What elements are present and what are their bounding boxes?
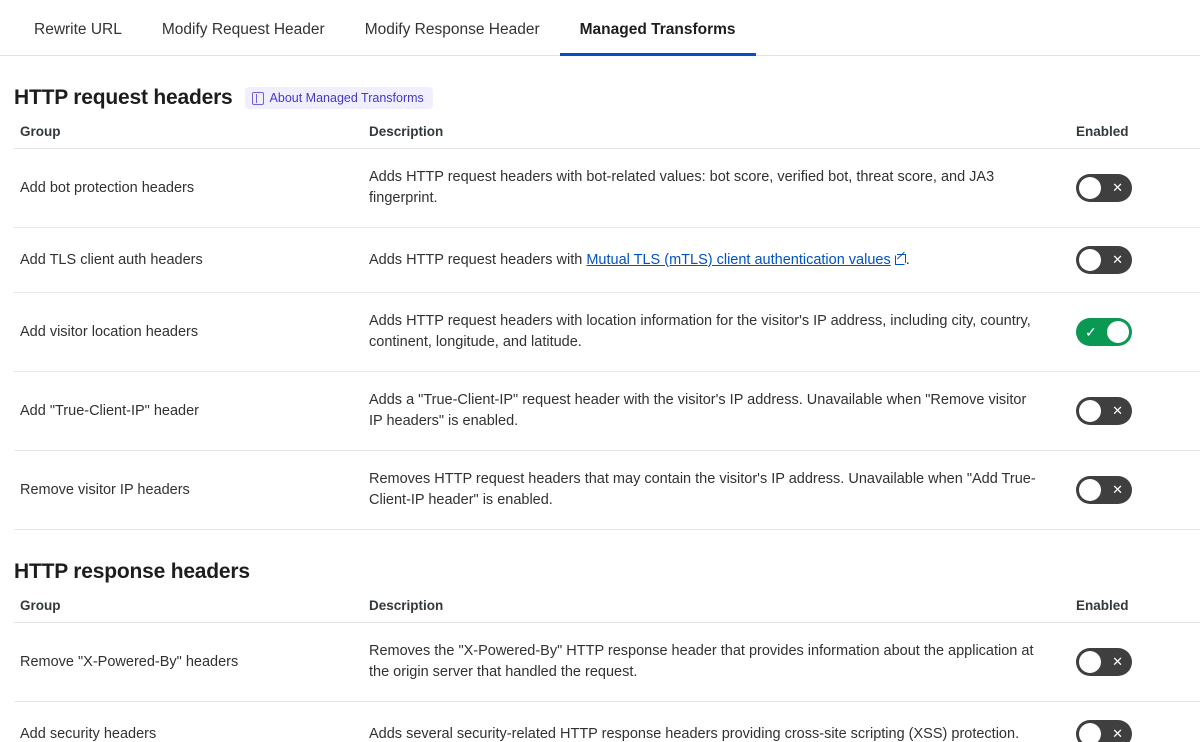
row-group-name: Add TLS client auth headers xyxy=(14,228,369,293)
row-description: Adds HTTP request headers with bot-related values: bot score, verified bot, threat score, and JA3 fingerprint. xyxy=(369,149,1074,228)
table-row xyxy=(14,293,1200,372)
row-description-suffix: . xyxy=(905,251,910,268)
toggle-add-true-client-ip-header[interactable] xyxy=(1076,397,1132,425)
http-request-headers-section xyxy=(0,86,1200,530)
page-title-response-headers: HTTP response headers xyxy=(14,560,250,584)
toggle-knob xyxy=(1079,249,1101,271)
toggle-add-security-headers[interactable] xyxy=(1076,720,1132,742)
row-description: Adds a "True-Client-IP" request header with the visitor's IP address. Unavailable when "Remove visitor IP headers" is enabled. xyxy=(369,372,1074,451)
toggle-on-icon: ✓ xyxy=(1085,324,1097,341)
table-header-row xyxy=(14,598,1200,623)
column-header-enabled: Enabled xyxy=(1074,124,1200,149)
toggle-add-visitor-location-headers[interactable] xyxy=(1076,318,1132,346)
row-enabled-cell xyxy=(1074,149,1200,228)
row-enabled-cell xyxy=(1074,228,1200,293)
mtls-docs-link[interactable]: Mutual TLS (mTLS) client authentication values xyxy=(586,251,891,268)
tab-modify-response-header[interactable]: Modify Response Header xyxy=(364,20,540,38)
toggle-off-icon: ✕ xyxy=(1112,482,1123,498)
toggle-knob xyxy=(1079,723,1101,742)
toggle-knob xyxy=(1079,479,1101,501)
row-description: Removes HTTP request headers that may contain the visitor's IP address. Unavailable when "Add True-Client-IP header" is enabled. xyxy=(369,451,1074,530)
toggle-off-icon: ✕ xyxy=(1112,403,1123,419)
table-row xyxy=(14,702,1200,742)
page-title-request-headers: HTTP request headers xyxy=(14,86,233,109)
row-description xyxy=(369,228,1074,293)
column-header-description: Description xyxy=(369,598,1074,623)
table-row xyxy=(14,149,1200,228)
toggle-knob xyxy=(1079,400,1101,422)
column-header-description: Description xyxy=(369,124,1074,149)
row-description-prefix: Adds HTTP request headers with xyxy=(369,251,587,268)
row-description: Removes the "X-Powered-By" HTTP response header that provides information about the application at the origin server that handled the request. xyxy=(369,623,1074,702)
row-group-name: Remove "X-Powered-By" headers xyxy=(14,623,369,702)
row-group-name: Remove visitor IP headers xyxy=(14,451,369,530)
table-row xyxy=(14,451,1200,530)
toggle-off-icon: ✕ xyxy=(1112,180,1123,196)
toggle-off-icon: ✕ xyxy=(1112,252,1123,268)
about-managed-transforms-chip[interactable] xyxy=(245,87,433,109)
row-group-name: Add "True-Client-IP" header xyxy=(14,372,369,451)
row-enabled-cell xyxy=(1074,451,1200,530)
table-row xyxy=(14,228,1200,293)
toggle-add-bot-protection-headers[interactable] xyxy=(1076,174,1132,202)
toggle-knob xyxy=(1079,651,1101,673)
request-section-header xyxy=(14,86,1186,110)
tab-rewrite-url[interactable]: Rewrite URL xyxy=(34,20,122,38)
toggle-knob xyxy=(1107,321,1129,343)
column-header-group: Group xyxy=(14,124,369,149)
toggle-add-tls-client-auth-headers[interactable] xyxy=(1076,246,1132,274)
tab-managed-transforms[interactable]: Managed Transforms xyxy=(560,22,756,57)
response-section-header xyxy=(14,560,1186,584)
tab-modify-request-header[interactable]: Modify Request Header xyxy=(161,20,325,38)
toggle-off-icon: ✕ xyxy=(1112,654,1123,670)
row-group-name: Add bot protection headers xyxy=(14,149,369,228)
transform-rules-tabbar xyxy=(0,0,1200,56)
toggle-off-icon: ✕ xyxy=(1112,726,1123,742)
table-row xyxy=(14,623,1200,702)
row-group-name: Add security headers xyxy=(14,702,369,742)
toggle-remove-visitor-ip-headers[interactable] xyxy=(1076,476,1132,504)
toggle-knob xyxy=(1079,177,1101,199)
column-header-group: Group xyxy=(14,598,369,623)
row-enabled-cell xyxy=(1074,372,1200,451)
table-header-row xyxy=(14,124,1200,149)
table-row xyxy=(14,372,1200,451)
http-response-headers-section xyxy=(0,560,1200,742)
column-header-enabled: Enabled xyxy=(1074,598,1200,623)
row-description: Adds several security-related HTTP response headers providing cross-site scripting (XSS) protection. xyxy=(369,702,1074,742)
row-enabled-cell xyxy=(1074,293,1200,372)
row-description: Adds HTTP request headers with location information for the visitor's IP address, including city, country, continent, longitude, and latitude. xyxy=(369,293,1074,372)
toggle-remove-x-powered-by-headers[interactable] xyxy=(1076,648,1132,676)
about-managed-transforms-label: About Managed Transforms xyxy=(269,91,424,105)
row-enabled-cell xyxy=(1074,623,1200,702)
row-enabled-cell xyxy=(1074,702,1200,742)
response-headers-table xyxy=(14,598,1200,742)
external-link-icon xyxy=(895,254,906,265)
request-headers-table xyxy=(14,124,1200,530)
row-group-name: Add visitor location headers xyxy=(14,293,369,372)
doc-icon xyxy=(252,92,264,105)
